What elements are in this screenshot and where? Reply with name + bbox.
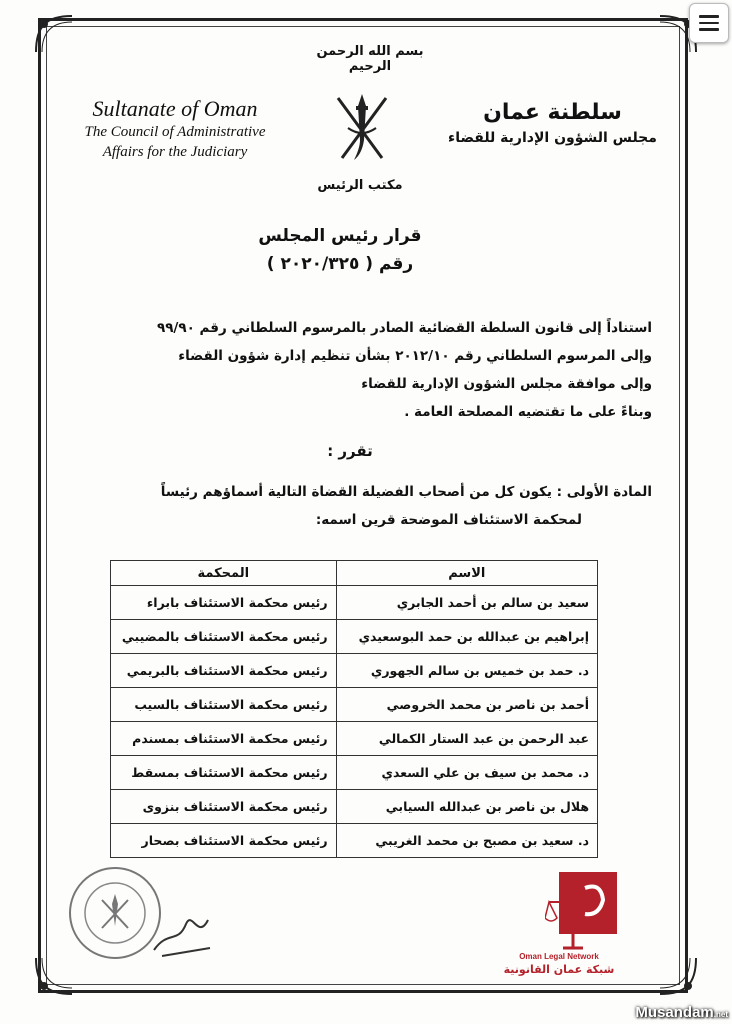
preamble-line: وإلى موافقة مجلس الشؤون الإدارية للقضاء <box>361 376 652 392</box>
hamburger-icon <box>699 22 719 25</box>
english-header <box>60 96 290 162</box>
arabic-subtitle: مجلس الشؤون الإدارية للقضاء <box>448 130 657 146</box>
table-row <box>111 620 598 654</box>
court-title: رئيس محكمة الاستئناف بالبريمي <box>111 654 337 688</box>
table-header-row <box>111 561 598 586</box>
english-subtitle-line2: Affairs for the Judiciary <box>102 144 248 160</box>
table-row <box>111 756 598 790</box>
court-title: رئيس محكمة الاستئناف بمسندم <box>111 722 337 756</box>
hamburger-menu-button[interactable] <box>689 3 729 43</box>
judge-name: د. حمد بن خميس بن سالم الجهوري <box>336 654 597 688</box>
article-one <box>60 478 652 534</box>
justice-scales-logo-icon <box>545 872 617 954</box>
court-title: رئيس محكمة الاستئناف بمسقط <box>111 756 337 790</box>
article-one-line: المادة الأولى : يكون كل من أصحاب الفضيلة القضاة التالية أسماؤهم رئيساً <box>160 484 652 500</box>
table-row <box>111 722 598 756</box>
preamble-line: وإلى المرسوم السلطاني رقم ٢٠١٢/١٠ بشأن تنظيم إدارة شؤون القضاء <box>178 348 652 364</box>
judge-name: عبد الرحمن بن عبد الستار الكمالي <box>336 722 597 756</box>
office-of-president-label: مكتب الرئيس <box>317 178 403 193</box>
corner-ornament-icon <box>32 12 78 58</box>
court-title: رئيس محكمة الاستئناف بنزوى <box>111 790 337 824</box>
logo-text-english: Oman Legal Network <box>519 952 599 961</box>
english-title: Sultanate of Oman <box>92 96 258 121</box>
table-row <box>111 586 598 620</box>
column-header-court: المحكمة <box>111 561 337 586</box>
table-row <box>111 824 598 858</box>
watermark-suffix: .net <box>713 1010 728 1019</box>
logo-text-arabic: شبكة عمان القانونية <box>503 963 615 976</box>
table-row <box>111 790 598 824</box>
decision-title: قرار رئيس المجلس <box>258 226 422 246</box>
preamble-line: استناداً إلى قانون السلطة القضائية الصادر بالمرسوم السلطاني رقم ٩٩/٩٠ <box>156 320 652 336</box>
hamburger-icon <box>699 28 719 31</box>
judge-name: إبراهيم بن عبدالله بن حمد البوسعيدي <box>336 620 597 654</box>
column-header-name: الاسم <box>336 561 597 586</box>
decision-heading <box>180 222 500 278</box>
corner-ornament-icon <box>654 952 700 998</box>
table-row <box>111 654 598 688</box>
arabic-title: سلطنة عمان <box>483 100 622 125</box>
hamburger-icon <box>699 15 719 18</box>
court-title: رئيس محكمة الاستئناف بالسيب <box>111 688 337 722</box>
khanjar-emblem-icon <box>330 88 394 178</box>
english-subtitle-line1: The Council of Administrative <box>84 124 266 140</box>
preamble <box>60 314 652 426</box>
signature-icon <box>148 900 218 960</box>
article-one-line: لمحكمة الاستئناف الموضحة قرين اسمه: <box>315 512 582 528</box>
table-row <box>111 688 598 722</box>
judge-name: سعيد بن سالم بن أحمد الجابري <box>336 586 597 620</box>
watermark-main: Musandam <box>635 1004 714 1021</box>
court-title: رئيس محكمة الاستئناف بصحار <box>111 824 337 858</box>
decision-number: رقم ( ٢٠٢٠/٣٢٥ ) <box>266 254 414 274</box>
court-title: رئيس محكمة الاستئناف بالمضيبي <box>111 620 337 654</box>
judge-name: أحمد بن ناصر بن محمد الخروصي <box>336 688 597 722</box>
judge-name: د. محمد بن سيف بن علي السعدي <box>336 756 597 790</box>
preamble-line: وبناءً على ما تقتضيه المصلحة العامة . <box>404 404 652 420</box>
judge-name: د. سعيد بن مصبح بن محمد الغريبي <box>336 824 597 858</box>
arabic-header <box>430 98 675 148</box>
court-title: رئيس محكمة الاستئناف بابراء <box>111 586 337 620</box>
judges-table <box>110 560 598 858</box>
basmala: بسم الله الرحمن الرحيم <box>316 44 424 74</box>
judge-name: هلال بن ناصر بن عبدالله السيابي <box>336 790 597 824</box>
decides-label: تقرر : <box>327 442 373 460</box>
watermark <box>600 1004 728 1024</box>
